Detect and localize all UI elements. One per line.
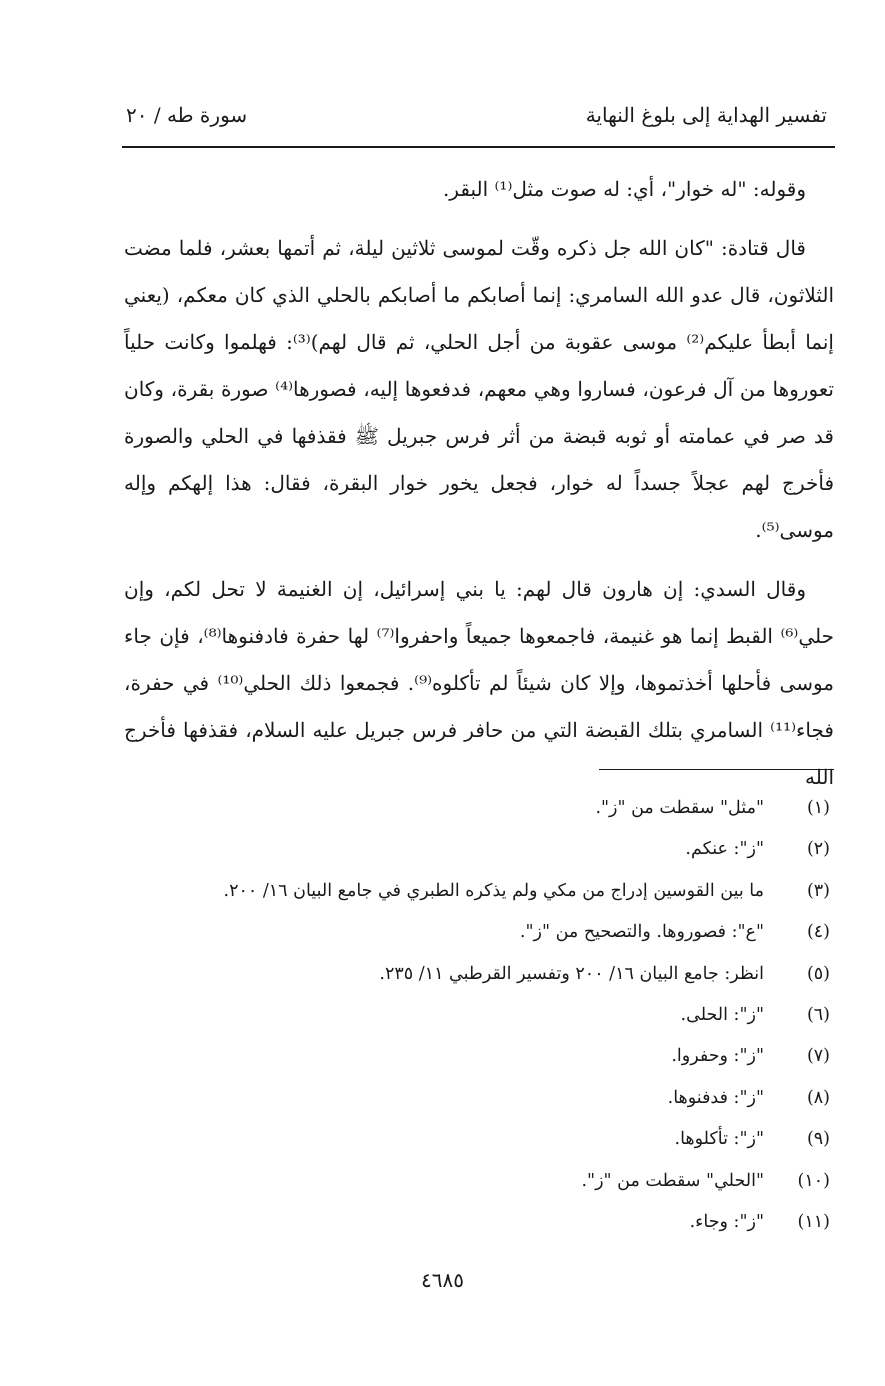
footnote-number: (١١) [797, 1212, 830, 1233]
header-divider [122, 146, 835, 148]
paragraph-3: وقال السدي: إن هارون قال لهم: يا بني إسرائيل، إن الغنيمة لا تحل لكم، وإن حلي⁽⁶⁾ القبط إنما هو غنيمة، فاجمعوها جميعاً واحفروا⁽⁷⁾ لها حفرة فادفنوها⁽⁸⁾، فإن جاء موسى فأحلها أخذتموها، وإلا كان شيئاً لم تأكلوه⁽⁹⁾. فجمعوا ذلك الحلي⁽¹⁰⁾ في حفرة، فجاء⁽¹¹⁾ السامري بتلك القبضة التي من حافر فرس جبريل عليه السلام، فقذفها فأخرج الله [124, 577, 834, 789]
footnote-text: "ز": تأكلوها. [674, 1129, 764, 1150]
footnotes-list [124, 788, 834, 1243]
footnote-item [124, 954, 834, 995]
footnote-item [124, 1202, 834, 1243]
page-number: ٤٦٨٥ [421, 1268, 464, 1292]
footnote-item [124, 1161, 834, 1202]
footnote-item [124, 995, 834, 1036]
paragraph-2: قال قتادة: "كان الله جل ذكره وقّت لموسى ثلاثين ليلة، ثم أتمها بعشر، فلما مضت الثلاثون، قال عدو الله السامري: إنما أصابكم ما أصابكم بالحلي الذي كان معكم، (يعني إنما أبطأ عليكم⁽²⁾ موسى عقوبة من أجل الحلي، ثم قال لهم)⁽³⁾: فهلموا وكانت حلياً تعوروها من آل فرعون، فساروا وهي معهم، فدفعوها إليه، فصورها⁽⁴⁾ صورة بقرة، وكان قد صر في عمامته أو ثوبه قبضة من أثر فرس جبريل ﷺ فقذفها في الحلي والصورة فأخرج لهم عجلاً جسداً له خوار، فجعل يخور خوار البقرة، فقال: هذا إلهكم وإله موسى⁽⁵⁾. [124, 236, 835, 542]
footnote-number: (٤) [806, 922, 830, 943]
footnote-item [124, 1078, 834, 1119]
footnote-number: (٦) [806, 1005, 830, 1026]
footnote-text: "ز": عنكم. [685, 839, 764, 860]
surah-reference: سورة طه / ٢٠ [126, 103, 248, 127]
footnote-text: "ز": الحلى. [680, 1005, 764, 1026]
footnote-text: "ز": وحفروا. [671, 1046, 764, 1067]
footnote-number: (٥) [806, 963, 830, 984]
footnote-number: (١) [806, 798, 830, 818]
paragraph-1: وقوله: "له خوار"، أي: له صوت مثل⁽¹⁾ البقر. [442, 177, 806, 201]
footnote-text: "ز": فدفنوها. [667, 1087, 764, 1108]
footnote-item [124, 1036, 834, 1077]
footnote-item [124, 788, 834, 829]
running-header [122, 97, 835, 131]
footnote-divider [599, 769, 834, 770]
footnote-item [124, 1119, 834, 1160]
footnote-text: "ع": فصوروها. والتصحيح من "ز". [519, 922, 764, 943]
footnote-number: (٩) [806, 1129, 830, 1150]
footnote-item [124, 829, 834, 870]
footnote-number: (١٠) [797, 1170, 830, 1191]
footnote-item [124, 912, 834, 953]
book-title: تفسير الهداية إلى بلوغ النهاية [585, 103, 827, 127]
footnote-item [124, 871, 834, 912]
footnote-text: "الحلي" سقطت من "ز". [581, 1170, 764, 1191]
footnote-text: ما بين القوسين إدراج من مكي ولم يذكره الطبري في جامع البيان ١٦/ ٢٠٠. [223, 880, 764, 901]
footnote-number: (٢) [806, 839, 830, 860]
footnote-number: (٧) [806, 1046, 830, 1067]
footnote-text: "مثل" سقطت من "ز". [595, 798, 764, 818]
main-text-body [124, 166, 834, 813]
footnote-text: "ز": وجاء. [689, 1212, 764, 1233]
footnote-text: انظر: جامع البيان ١٦/ ٢٠٠ وتفسير القرطبي ١١/ ٢٣٥. [379, 963, 764, 984]
footnote-number: (٣) [806, 880, 830, 901]
footnote-number: (٨) [806, 1087, 830, 1108]
